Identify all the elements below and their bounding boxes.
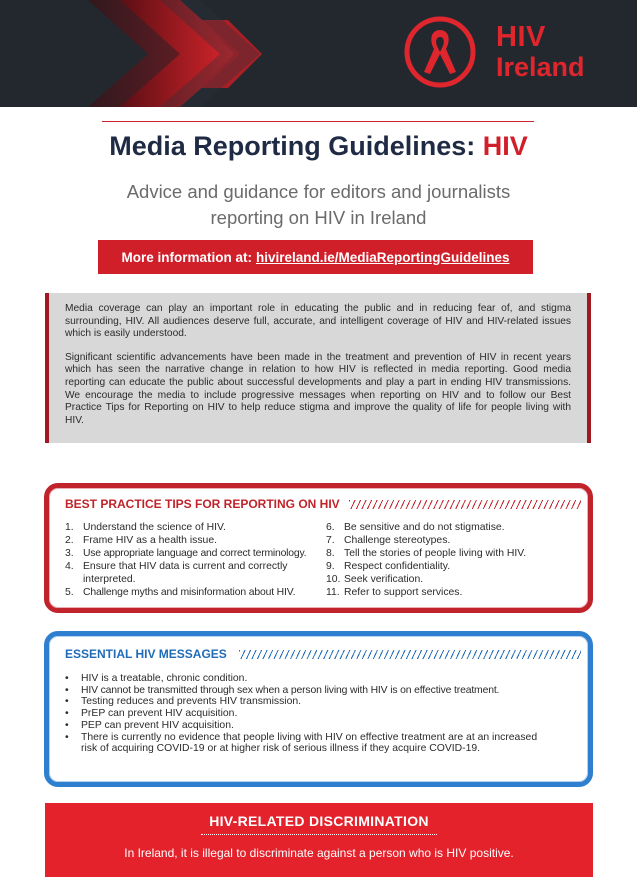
logo-ireland-text: Ireland — [496, 52, 585, 82]
message-text: PEP can prevent HIV acquisition. — [81, 719, 234, 731]
header-banner — [0, 0, 637, 107]
intro-paragraph-1: Media coverage can play an important role in educating the public and in reducing fear of, and stigma surrounding, HIV. All audiences deserve full, accurate, and intelligent coverage of HIV and HIV-related issues which is easily understood. — [65, 303, 571, 340]
tip-text: Use appropriate language and correct terminology. — [83, 548, 307, 559]
tips-list-left — [65, 521, 330, 599]
tip-text: Understand the science of HIV. — [83, 522, 226, 533]
discrimination-banner — [45, 803, 593, 877]
tip-number: 3. — [65, 548, 74, 559]
tip-number: 10. — [326, 574, 341, 585]
bullet-icon: • — [65, 719, 69, 731]
list-item — [65, 673, 575, 685]
tip-number: 7. — [326, 535, 335, 546]
title-main: Media Reporting Guidelines: — [109, 131, 476, 161]
tip-number: 2. — [65, 535, 74, 546]
bullet-icon: • — [65, 684, 69, 696]
list-item — [65, 685, 575, 697]
page-subtitle — [90, 179, 547, 231]
tip-number: 4. — [65, 561, 74, 572]
list-item — [326, 547, 566, 560]
tip-text: Tell the stories of people living with HIV. — [344, 548, 527, 559]
best-practice-tips-box — [44, 483, 593, 613]
dotted-divider — [201, 834, 437, 835]
essential-hatch-decoration — [239, 650, 581, 659]
discrimination-text: In Ireland, it is illegal to discriminate against a person who is HIV positive. — [124, 846, 514, 860]
tip-number: 6. — [326, 522, 335, 533]
list-item — [65, 720, 575, 732]
subtitle-line-1: Advice and guidance for editors and journalists — [126, 181, 511, 202]
more-info-label: More information at: — [121, 249, 252, 265]
tip-text: Seek verification. — [344, 574, 424, 585]
tip-number: 8. — [326, 548, 335, 559]
tip-text: Be sensitive and do not stigmatise. — [344, 522, 505, 533]
discrimination-heading: HIV-RELATED DISCRIMINATION — [209, 813, 429, 829]
more-info-banner — [98, 240, 533, 274]
message-text: HIV cannot be transmitted through sex when a person living with HIV is on effective treatment. — [81, 684, 500, 696]
list-item — [65, 547, 330, 560]
essential-messages-box — [44, 631, 593, 787]
guidelines-link[interactable]: hivireland.ie/MediaReportingGuidelines — [255, 249, 510, 265]
subtitle-line-2: reporting on HIV in Ireland — [210, 207, 427, 228]
logo-hiv-text: HIV — [496, 21, 546, 53]
tips-list-right — [326, 521, 566, 599]
bullet-icon: • — [65, 673, 69, 684]
message-text: There is currently no evidence that people living with HIV on effective treatment are at an increased risk of acquiring COVID-19 or at higher risk of serious illness if they acquire COVID-19. — [81, 731, 538, 755]
tip-number: 9. — [326, 561, 335, 572]
page-title — [0, 131, 637, 162]
list-item — [65, 708, 575, 720]
tip-number: 5. — [65, 587, 74, 598]
list-item — [65, 696, 575, 708]
list-item — [326, 573, 566, 586]
list-item — [326, 586, 566, 599]
tip-text: Challenge stereotypes. — [344, 535, 451, 546]
hiv-ireland-logo — [404, 16, 594, 90]
tip-number: 11. — [326, 587, 340, 598]
list-item — [326, 560, 566, 573]
tips-hatch-decoration — [349, 500, 581, 509]
tip-text: Challenge myths and misinformation about HIV. — [83, 587, 296, 598]
message-text: HIV is a treatable, chronic condition. — [81, 673, 248, 684]
list-item — [65, 534, 330, 547]
bullet-icon: • — [65, 696, 69, 708]
title-divider — [102, 121, 534, 122]
tip-text: Respect confidentiality. — [344, 561, 451, 572]
message-text: PrEP can prevent HIV acquisition. — [81, 708, 238, 720]
intro-paragraph-2: Significant scientific advancements have been made in the treatment and prevention of HIV in recent years which has seen the narrative change in relation to how HIV is reflected in media reporting. Good media reporting can educate the public about successful developments and play a part in ending HIV transmissions. We encourage the media to include progressive messages when reporting on HIV and to follow our Best Practice Tips for Reporting on HIV to help reduce stigma and improve the quality of life for people living with HIV. — [65, 351, 571, 426]
list-item — [65, 586, 330, 599]
chevron-graphic — [0, 0, 300, 107]
essential-heading: ESSENTIAL HIV MESSAGES — [65, 647, 227, 661]
title-accent: HIV — [482, 131, 528, 161]
intro-panel — [45, 293, 591, 443]
tip-number: 1. — [65, 522, 74, 533]
essential-messages-list — [65, 673, 575, 755]
list-item — [326, 534, 566, 547]
tip-text: Ensure that HIV data is current and correctly interpreted. — [83, 561, 288, 585]
tip-text: Refer to support services. — [344, 587, 463, 598]
bullet-icon: • — [65, 731, 69, 743]
message-text: Testing reduces and prevents HIV transmission. — [81, 696, 302, 708]
list-item — [65, 560, 330, 586]
bullet-icon: • — [65, 708, 69, 720]
red-ribbon-icon — [404, 16, 476, 88]
list-item — [326, 521, 566, 534]
list-item — [65, 732, 575, 755]
tips-heading: BEST PRACTICE TIPS FOR REPORTING ON HIV — [65, 497, 340, 511]
list-item — [65, 521, 330, 534]
tip-text: Frame HIV as a health issue. — [83, 535, 217, 546]
